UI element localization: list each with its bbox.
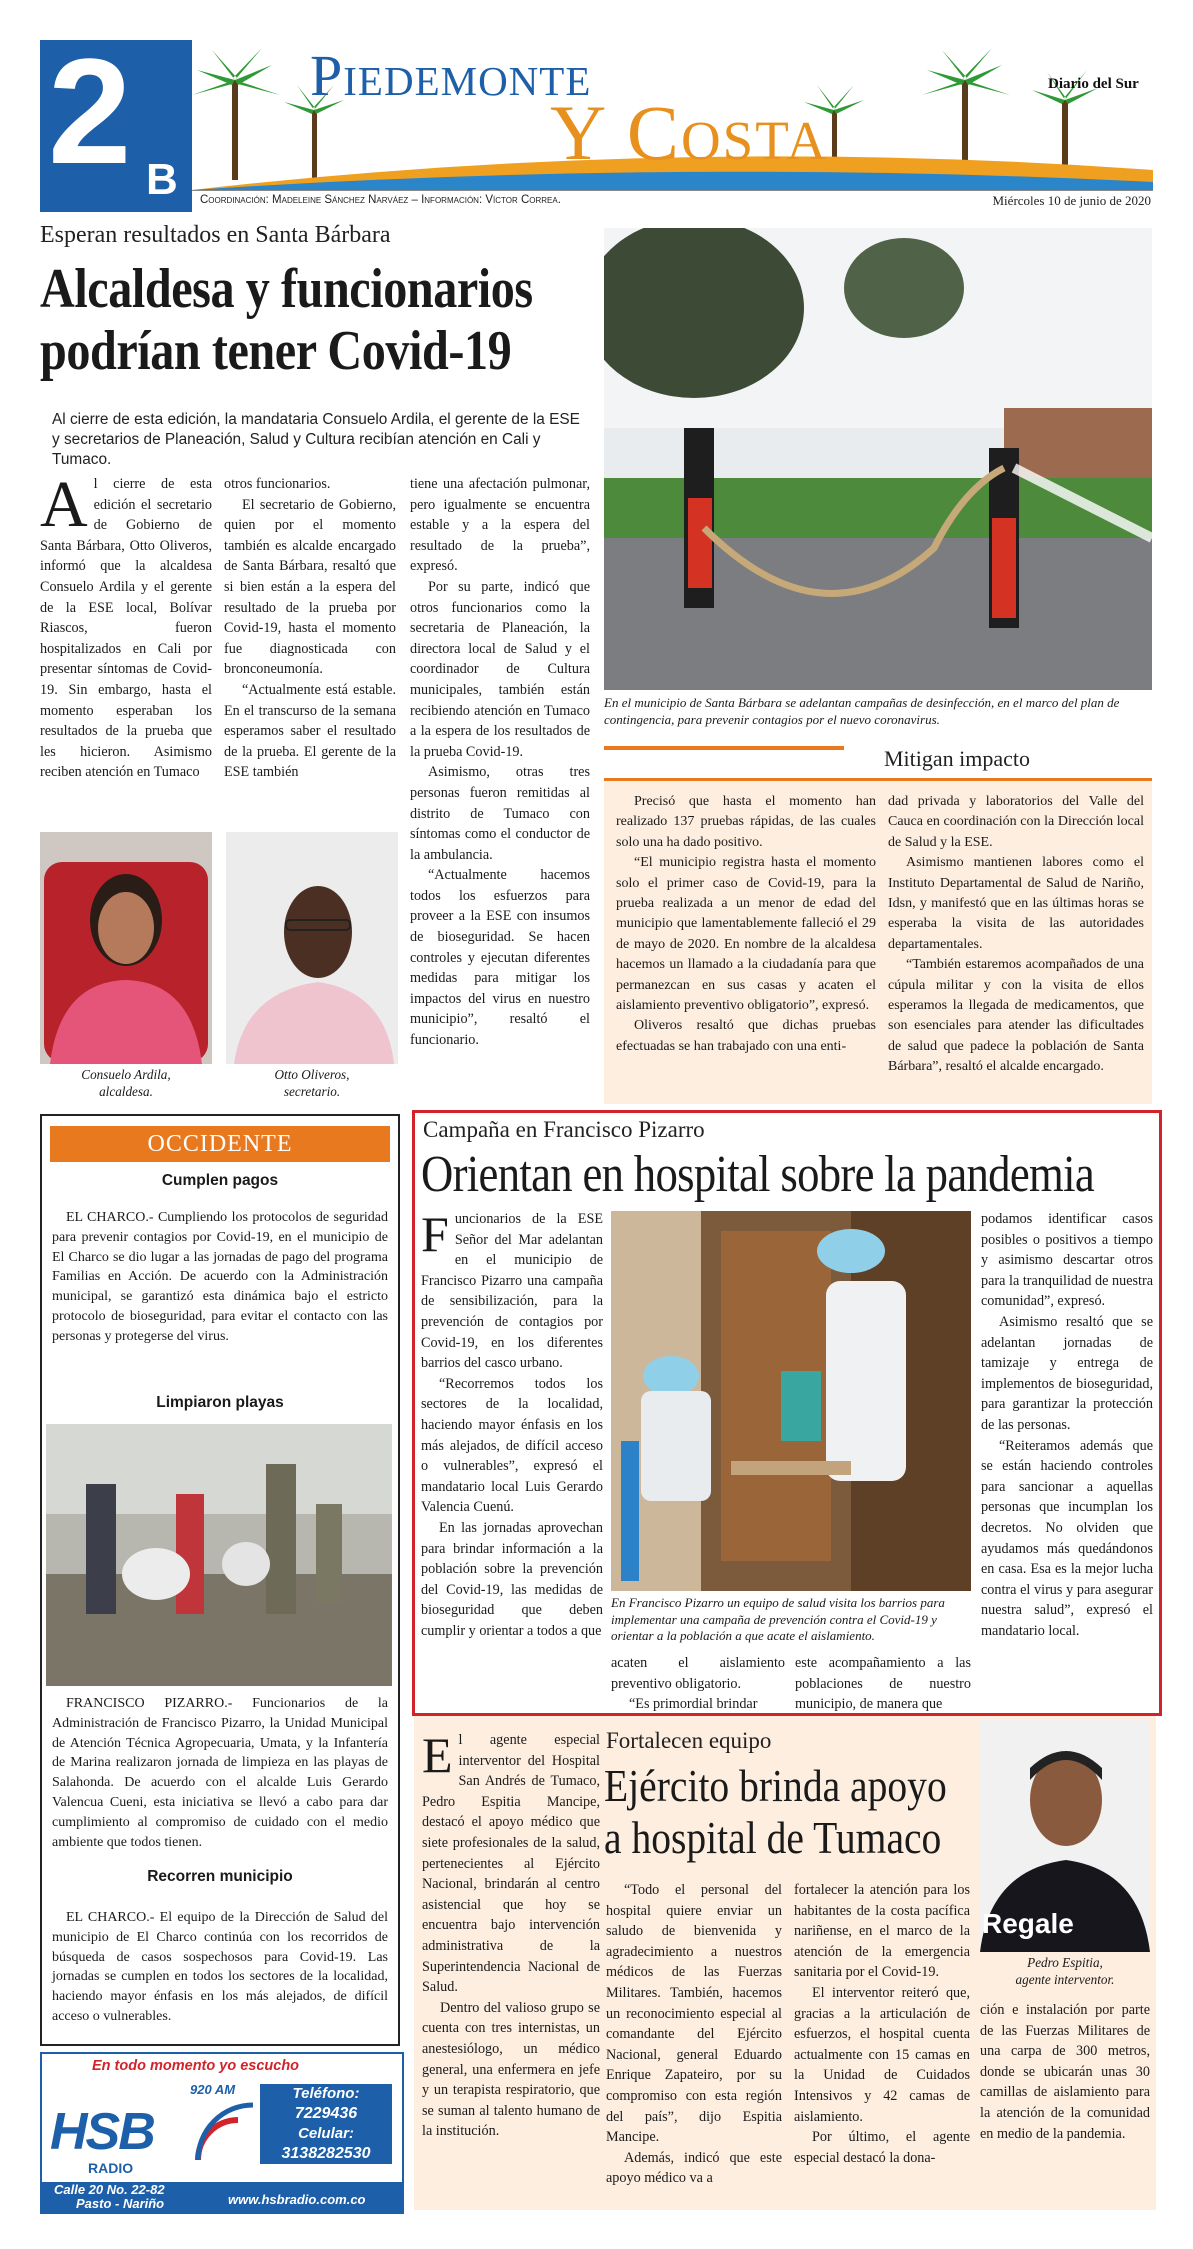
- tumaco-column-2: “Todo el personal del hospital quiere enviar un saludo de bienvenida y agradecimiento a nuestros médicos de las Fuerzas Militares. También, hacemos un reconocimiento especial al comandante del Ejército Nacional, general Eduardo Enrique Zapateiro, por su compromiso con esta región del país”, dijo Espitia Mancipe. Además, indicó que este apoyo médico va a: [606, 1882, 782, 2187]
- brief-text-playas: FRANCISCO PIZARRO.- Funcionarios de la Administración de Francisco Pizarro, la Unidad Municipal de Atención Técnica Agropecuaria, Umata, y la Infantería de Marina realizaron jornada de limpieza en las playas de Salahonda. De acuerdo con el alcalde Luis Gerardo Valencua Cueni, esta iniciativa se llevó a cabo para dar cumplimiento al compromiso de cuidado con el medio ambiente que todos tienen.: [52, 1696, 388, 1850]
- mitigan-title: Mitigan impacto: [884, 746, 1031, 771]
- headline-tumaco-line1: Ejército brinda apoyo: [604, 1760, 947, 1811]
- ad-phone-label: Teléfono:: [260, 2084, 392, 2104]
- credits-bar: [192, 190, 1153, 213]
- tumaco-column-4: ción e instalación por parte de las Fuerzas Militares de una carpa de 300 metros, donde se ubicarán unas 30 camillas de aislamiento para la atención de la comunidad en medio de la pandemia.: [980, 2002, 1150, 2142]
- occidente-title: OCCIDENTE: [147, 1131, 293, 1157]
- publisher-logo: Diario del Sur: [1048, 76, 1139, 92]
- ad-website: www.hsbradio.com.co: [228, 2192, 366, 2207]
- ad-cell-label: Celular:: [260, 2124, 392, 2144]
- photo-health-team-pizarro: [611, 1211, 971, 1591]
- mitigan-title-bar: [604, 742, 1152, 781]
- tumaco-column-1: El agente especial interventor del Hospital San Andrés de Tumaco, Pedro Espitia Mancipe, destacó el apoyo médico que siete profesionales de la salud, pertenecientes al Ejército Nacional, brindarán al centro asistencial que hoy se encuentra bajo intervención administrativa de la Superintendencia Nacional de Salud. Dentro del valioso grupo se cuenta con tres internistas, un anestesiólogo, un médico general, una enfermera en jefe y un terapista respiratorio, que se suman al talento humano de la institución.: [422, 1727, 600, 2140]
- headline-tumaco-line2: a hospital de Tumaco: [604, 1812, 942, 1863]
- pizarro-column-3-bottom: este acompañamiento a las poblaciones de nuestro municipio, de manera que: [795, 1655, 971, 1713]
- pizarro-column-4: podamos identificar casos posibles o positivos a tiempo y asimismo descartar otros para la tranquilidad de nuestra comunidad”, expresó. Asimismo resaltó que se adelantan jornadas de tamizaje y entrega de implementos de bioseguridad, para garantizar la protección de las personas. “Reiteramos además que se están haciendo controles para sancionar a aquellas personas que incumplan los decretos. No olviden que ayudamos más quedándonos en casa. Esa es la mejor lucha contra el virus y para asegurar nuestra salud”, expresó el mandatario local.: [981, 1211, 1153, 1639]
- sb-column-3: tiene una afectación pulmonar, pero igualmente se encuentra estable y a la espera del resultado de la prueba”, expresó. Por su parte, indicó que otros funcionarios como la secretaria de Planeación, la directora local de Salud y el coordinador de Cultura municipales, también están recibiendo atención en Tumaco a la espera de los resultados de la prueba Covid-19. Asimismo, otras tres personas fueron remitidas al distrito de Tumaco con síntomas como el conductor de la ambulancia. “Actualmente hacemos todos los esfuerzos para proveer a la ESE con insumos de bioseguridad. Se hacen controles y ejecutan diferentes medidas para mitigar los impactos del virus en nuestro municipio”, resaltó el funcionario.: [410, 476, 590, 1049]
- pizarro-column-2-bottom: acaten el aislamiento preventivo obligatorio. “Es primordial brindar: [611, 1655, 785, 1713]
- caption-pizarro: En Francisco Pizarro un equipo de salud visita los barrios para implementar una campaña de prevención contra el Covid-19 y orientar a la población a que acate el aislamiento.: [611, 1595, 945, 1643]
- issue-date: Miércoles 10 de junio de 2020: [992, 193, 1151, 208]
- brief-heading-pagos: Cumplen pagos: [161, 1172, 279, 1189]
- ad-address: Calle 20 No. 22-82: [54, 2182, 165, 2197]
- drop-cap-a: A: [40, 468, 88, 541]
- headline-line1: Alcaldesa y funcionarios: [40, 258, 533, 320]
- ad-radio-waves: [138, 2090, 258, 2170]
- mitigan-column-1: Precisó que hasta el momento han realizado 137 pruebas rápidas, de las cuales solo una ha dado positivo. “El municipio registra hasta el momento solo el primer caso de Covid-19, para la prueba realizada a un menor de edad del municipio que lamentablemente falleció el 29 de mayo de 2020. En nombre de la alcaldesa hacemos un llamado a la ciudadanía para que permanezcan en sus casas y acaten el aislamiento preventivo obligatorio”, expresó. Oliveros resaltó que dichas pruebas efectuadas se han trabajado con una enti-: [616, 794, 876, 1054]
- mitigan-column-2: dad privada y laboratorios del Valle del Cauca en coordinación con la Dirección local de Salud y la ESE. Asimismo mantienen labores como el Instituto Departamental de Salud de Nariño, Idsn, y manifestó que en las últimas horas se esperaba la visita de las autoridades departamentales. “También estaremos acompañados de una cúpula militar y con la visita de ellos esperamos la llegada de medicamentos, que son esenciales para atender las dificultades de salud que padece la población de Santa Bárbara”, resaltó el alcalde encargado.: [888, 794, 1144, 1075]
- portrait-shirt-text: Regale: [982, 1908, 1074, 1939]
- photo-disinfection-santa-barbara: [604, 228, 1152, 690]
- ad-brand: HSB: [50, 2103, 154, 2161]
- brief-text-pagos: EL CHARCO.- Cumpliendo los protocolos de seguridad para prevenir contagios por Covid-19, en el municipio de El Charco se dio lugar a las jornadas de pago del programa Familias en Acción. De acuerdo con la Administración municipal, se garantizó esta dinámica bajo el estricto protocolo de bioseguridad, para evitar el contacto con las personas y protegerse del virus.: [52, 1210, 388, 1344]
- photo-beach-cleanup: [46, 1424, 392, 1686]
- brief-heading-recorren: Recorren municipio: [147, 1868, 293, 1885]
- pizarro-box: [412, 1110, 1162, 1716]
- sb-column-2: otros funcionarios. El secretario de Gobierno, quien por el momento también es alcalde encargado de Santa Bárbara, resaltó que si bien están a la espera del resultado de la prueba por Covid-19, hasta el momento fue diagnosticada con bronconeumonía. “Actualmente está estable. En el transcurso de la semana esperamos saber el resultado de la prueba. El gerente de la ESE también: [224, 476, 396, 781]
- pizarro-column-1: Funcionarios de la ESE Señor del Mar adelantan en el municipio de Francisco Pizarro una campaña de sensibilización, para la prevención de contagios por Covid-19, en los diferentes barrios del casco urbano. “Recorremos todos los sectores de la localidad, haciendo mayor énfasis en los más alejados, de difícil acceso o vulnerables”, expresó el mandatario local Luis Gerardo Valencia Cuenú. En las jornadas aprovechan para brindar información a la población sobre la prevención del Covid-19, las medidas de bioseguridad que deben cumplir y orientar a todos a que: [421, 1206, 603, 1639]
- caption-consuelo: Consuelo Ardila, alcaldesa.: [81, 1067, 171, 1099]
- caption-disinfection: En el municipio de Santa Bárbara se adelantan campañas de desinfección, en el marco del plan de contingencia, para prevenir contagios por el nuevo coronavirus.: [604, 695, 1120, 727]
- section-title-line2: Y Costa: [550, 89, 829, 176]
- ad-footer: [42, 2182, 402, 2212]
- kicker-santa-barbara: Esperan resultados en Santa Bárbara: [40, 222, 391, 248]
- ad-city: Pasto - Nariño: [76, 2196, 165, 2211]
- portrait-otto-oliveros: [226, 832, 398, 1064]
- ad-cell-number: 3138282530: [260, 2144, 392, 2164]
- section-title-line1: Piedemonte: [310, 43, 592, 108]
- kicker-tumaco: Fortalecen equipo: [606, 1728, 772, 1753]
- drop-cap-e: E: [422, 1727, 453, 1783]
- masthead: [40, 27, 1153, 212]
- page-number: 2: [48, 27, 132, 195]
- occidente-box: [40, 1114, 400, 2046]
- tumaco-column-3: fortalecer la atención para los habitantes de la costa pacífica nariñense, en el marco de la atención de la emergencia sanitaria por el Covid-19. El interventor reiteró que, gracias a la articulación de esfuerzos, el hospital cuenta actualmente con 15 camas en la Unidad de Cuidados Intensivos y 42 camas de aislamiento. Por último, el agente especial destacó la dona-: [794, 1882, 970, 2166]
- headline-pizarro: Orientan en hospital sobre la pandemia: [421, 1146, 1095, 1203]
- brief-heading-playas: Limpiaron playas: [156, 1394, 284, 1411]
- brief-text-recorren: EL CHARCO.- El equipo de la Dirección de Salud del municipio de El Charco continúa con los recorridos de búsqueda de casos sospechosos para Covid-19. Las jornadas se cumplen en todos los sectores de la localidad, haciendo mayor énfasis en los más alejados, de difícil acceso o vulnerables.: [52, 1910, 388, 2024]
- ad-brand-sub: RADIO: [88, 2160, 134, 2176]
- credits-text: Coordinación: Madeleine Sánchez Narváez – Información: Víctor Correa.: [200, 194, 561, 206]
- ad-frequency: 920 AM: [190, 2082, 236, 2097]
- caption-pedro-espitia: Pedro Espitia, agente interventor.: [1015, 1955, 1115, 1987]
- ad-hsb-radio: [40, 2052, 404, 2214]
- deck-santa-barbara: Al cierre de esta edición, la mandataria Consuelo Ardila, el gerente de la ESE y secretarios de Planeación, Salud y Cultura recibían atención en Cali y Tumaco.: [52, 411, 580, 468]
- sb-column-1: Al cierre de esta edición el secretario de Gobierno de Santa Bárbara, Otto Oliveros, informó que la alcaldesa Consuelo Ardila y el gerente de la ESE local, Bolívar Riascos, fueron hospitalizados en Cali por presentar síntomas de Covid-19. Sin embargo, hasta el momento esperaban los resultados de la prueba que les hicieron. Asimismo reciben atención en Tumaco: [40, 468, 212, 781]
- page-letter: B: [146, 155, 178, 204]
- ad-phone-block: [260, 2084, 392, 2164]
- portrait-pedro-espitia: [980, 1720, 1150, 1952]
- caption-otto: Otto Oliveros, secretario.: [274, 1067, 350, 1099]
- headline-line2: podrían tener Covid-19: [40, 320, 512, 382]
- occidente-header: [50, 1126, 390, 1162]
- ad-tagline: En todo momento yo escucho: [92, 2058, 300, 2074]
- sidebar-mitigan-impacto: [604, 742, 1152, 1104]
- page-number-block: [40, 27, 192, 212]
- portrait-consuelo-ardila: [40, 832, 212, 1064]
- drop-cap-f: F: [421, 1206, 449, 1262]
- headline-santa-barbara: [40, 258, 533, 382]
- kicker-pizarro: Campaña en Francisco Pizarro: [423, 1117, 705, 1142]
- ad-phone-number: 7229436: [260, 2104, 392, 2124]
- tumaco-article: [414, 1716, 1156, 2210]
- headline-tumaco: [604, 1760, 947, 1864]
